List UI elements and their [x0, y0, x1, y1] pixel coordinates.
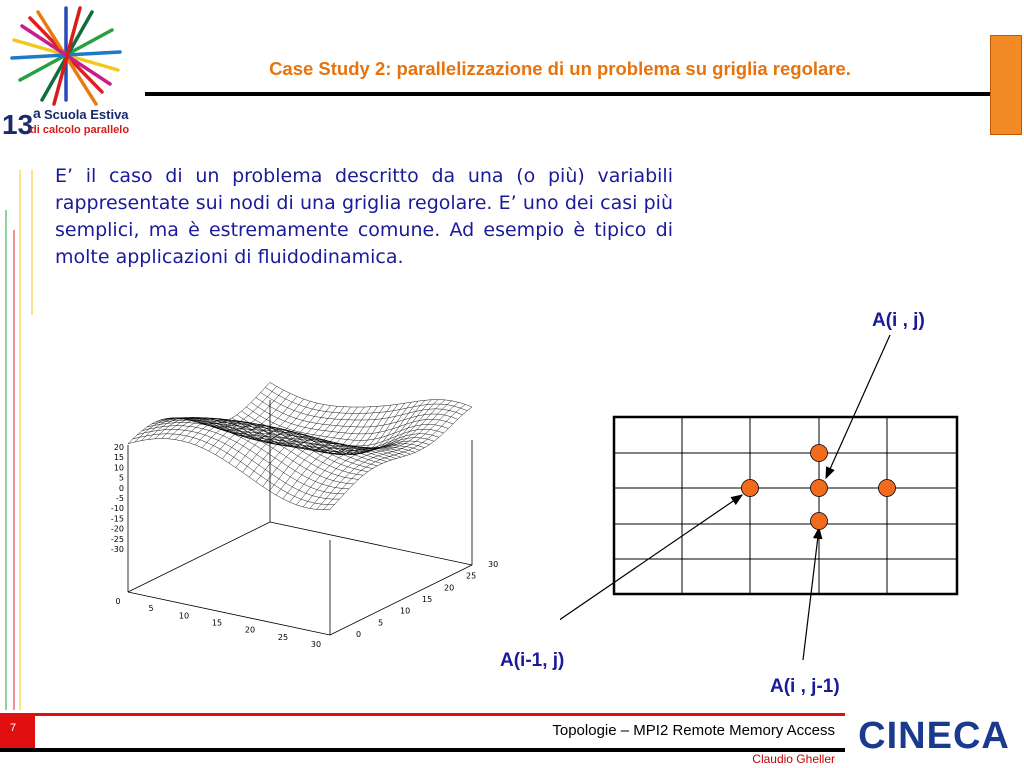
x-tick-label: 0 — [115, 597, 121, 606]
surface-mesh-lines — [128, 382, 472, 509]
title-divider — [145, 92, 990, 96]
node-i-j-minus-1 — [811, 513, 828, 530]
z-tick-label: -10 — [110, 504, 124, 514]
page-number-box — [0, 716, 35, 750]
starburst-icon — [12, 8, 120, 104]
z-tick-label: -30 — [110, 545, 124, 554]
y-tick-label: 0 — [356, 630, 362, 639]
logo-superscript: a — [33, 105, 41, 121]
footer-title: Topologie – MPI2 Remote Memory Access — [552, 722, 835, 739]
y-tick-label: 20 — [444, 583, 455, 593]
cineca-logo — [845, 712, 1024, 756]
z-tick-label: -20 — [110, 524, 124, 534]
body-paragraph: E’ il caso di un problema descritto da una (o più) variabili rappresentate sui nodi di una griglia regolare. E’ uno dei casi più semplici, ma è estremamente comune. Ad esempio è tipico di molte applicazioni di fluidodinamica. — [55, 165, 673, 268]
z-tick-label: 5 — [118, 473, 124, 483]
node-i-j — [811, 480, 828, 497]
x-tick-label: 30 — [310, 640, 322, 649]
y-tick-label: 10 — [400, 606, 411, 616]
z-tick-label: -5 — [116, 494, 124, 503]
y-axis-ticks — [356, 560, 498, 639]
y-tick-label: 25 — [466, 571, 477, 581]
logo-line2: di calcolo parallelo — [30, 124, 130, 136]
z-tick-label: 0 — [118, 483, 124, 493]
author-name: Claudio Gheller — [752, 752, 835, 766]
y-tick-label: 15 — [422, 595, 433, 604]
logo-line1: Scuola Estiva — [44, 107, 129, 122]
z-tick-label: 15 — [113, 453, 124, 463]
x-tick-label: 20 — [244, 625, 256, 635]
grid-diagram — [560, 300, 1000, 710]
x-tick-label: 10 — [178, 611, 190, 621]
arrow-center — [826, 335, 890, 478]
z-tick-label: 20 — [113, 443, 124, 452]
slide-title: Case Study 2: parallelizzazione di un problema su griglia regolare. — [269, 58, 851, 79]
surface-plot — [100, 380, 500, 650]
left-margin-lines — [0, 170, 40, 710]
y-tick-label: 5 — [378, 618, 384, 628]
surface-mesh — [128, 382, 472, 509]
x-axis-ticks — [115, 597, 321, 649]
logo-number: 13 — [2, 109, 34, 140]
grid-border — [614, 417, 957, 594]
x-tick-label: 15 — [211, 618, 223, 628]
z-tick-label: -15 — [110, 514, 124, 524]
z-tick-label: 10 — [113, 463, 124, 473]
z-tick-label: -25 — [110, 534, 124, 544]
label-a-i-j-minus-1: A(i , j-1) — [770, 676, 840, 697]
x-tick-label: 5 — [148, 604, 154, 614]
arrow-left — [560, 495, 742, 640]
node-i-plus-1-j — [879, 480, 896, 497]
node-i-j-plus-1 — [811, 445, 828, 462]
z-axis-ticks — [111, 443, 124, 554]
label-a-i-minus-1-j: A(i-1, j) — [500, 650, 565, 671]
page-number: 7 — [10, 722, 17, 734]
y-tick-label: 30 — [488, 560, 499, 569]
label-a-i-j: A(i , j) — [872, 310, 925, 331]
decorative-tab — [990, 35, 1022, 135]
node-i-minus-1-j — [742, 480, 759, 497]
x-tick-label: 25 — [277, 632, 289, 642]
grid-lines — [614, 417, 957, 594]
scuola-estiva-logo — [0, 0, 145, 145]
cineca-logo-text: CINECA — [858, 715, 1010, 756]
